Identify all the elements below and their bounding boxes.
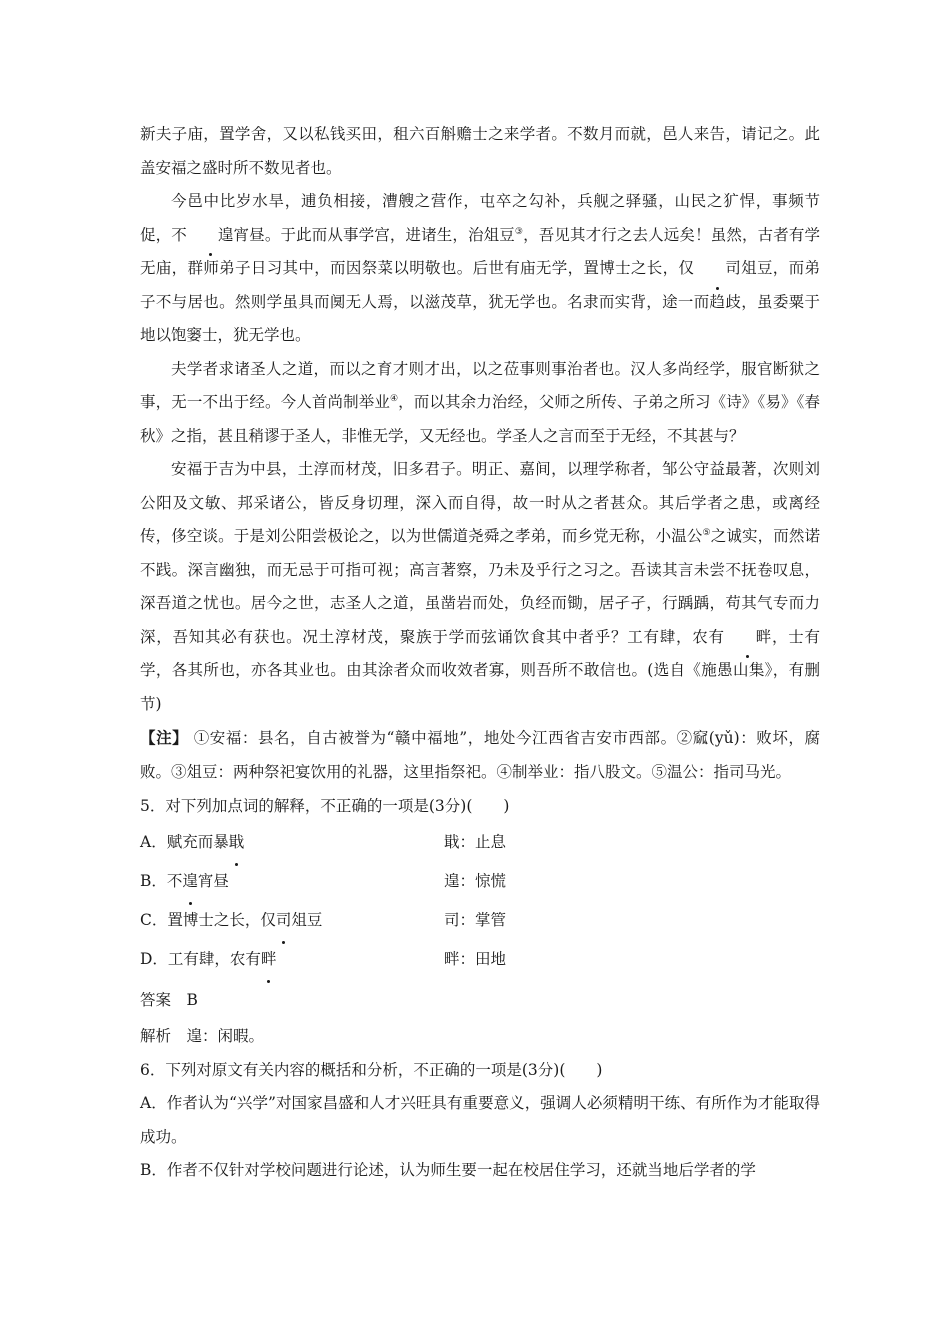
footnote-marker: ④ [389, 394, 399, 404]
option-gloss: 畔：田地 [444, 950, 507, 968]
question-5-option-d: D．工有肆，农有畔 畔：田地 [140, 940, 820, 979]
note-label: 【注】 [140, 728, 189, 747]
question-5-analysis: 解析 遑：闲暇。 [140, 1027, 265, 1045]
note-text: ①安福：县名，自古被誉为“赣中福地”，地处今江西省吉安市西部。②窳(yǔ)：败坏，腐败。③俎豆：两种祭祀宴饮用的礼器，这里指祭祀。④制举业：指八股文。⑤温公：指司马光。 [140, 729, 820, 781]
option-gloss: 司：掌管 [444, 911, 507, 929]
question-5-answer: 答案 B [140, 991, 198, 1009]
dotted-char: 司 [694, 252, 741, 286]
option-gloss: 遑：惊慌 [444, 872, 507, 890]
passage-paragraph: 安福于吉为中县，土淳而材茂，旧多君子。明正、嘉间，以理学称者，邹公守益最著，次则刘公阳及文敏、邦采诸公，皆反身切理，深入而自得，故一时从之者甚众。其后学者之患，或离经传，侈空谈。于是刘公阳尝极论之，以为世儒道尧舜之孝弟，而乡党无称，小温公⑤之诚实，而然诺不践。深言幽独，而无忌于可指可视；高言著察，乃未及乎行之习之。吾读其言未尝不抚卷叹息，深吾道之忧也。居今之世，志圣人之道，虽凿岩而处，负经而锄，居孑孑，行踽踽，苟其气专而力深，吾知其必有获也。况土淳材茂，聚族于学而弦诵饮食其中者乎？工有肆，农有 畔，士有学，各其所也，亦各其业也。由其涂者众而收效者寡，则吾所不敢信也。(选自《施愚山集》，有删节) [140, 460, 820, 713]
question-5-option-a: A．赋充而暴戢 戢：止息 [140, 823, 820, 862]
question-6-option-a: A．作者认为“兴学”对国家昌盛和人才兴旺具有重要意义，强调人必须精明干练、有所作为才能取得成功。 [140, 1094, 820, 1146]
passage-paragraph: 今邑中比岁水旱，逋负相接，漕艘之营作，屯卒之勾补，兵舰之驿骚，山民之犷悍，事频节促，不 遑宵昼。于此而从事学宫，进诸生，治俎豆③，吾见其才行之去人远矣！虽然，古者有学无庙，群师弟子日习其中，而因祭菜以明敬也。后世有庙无学，置博士之长，仅 司俎豆，而弟子不与居也。然则学虽具而阒无人焉，以滋茂草，犹无学也。名隶而实背，途一而趋歧，虽委粟于地以饱窭士，犹无学也。 [140, 192, 820, 344]
question-6-stem: 6．下列对原文有关内容的概括和分析，不正确的一项是(3分)( ) [140, 1061, 603, 1079]
footnote-marker: ⑤ [702, 528, 711, 538]
option-gloss: 戢：止息 [444, 833, 507, 851]
dotted-char: 畔 [725, 621, 772, 655]
footnote-marker: ③ [514, 226, 524, 237]
passage-paragraph: 新夫子庙，置学舍，又以私钱买田，租六百斛赡士之来学者。不数月而就，邑人来告，请记之。此盖安福之盛时所不数见者也。 [140, 125, 820, 177]
document-content [140, 118, 820, 1188]
dotted-char: 司 [276, 901, 292, 940]
question-5-option-b: B．不遑宵昼 遑：惊慌 [140, 862, 820, 901]
question-5-stem: 5．对下列加点词的解释，不正确的一项是(3分)( ) [140, 797, 510, 815]
passage-paragraph: 夫学者求诸圣人之道，而以之育才则才出，以之莅事则事治者也。汉人多尚经学，服官断狱之事，无一不出于经。今人首尚制举业④，而以其余力治经，父师之所传、子弟之所习《诗》《易》《春秋》之指，甚且稍谬于圣人，非惟无学，又无经也。学圣人之言而至于无经，不其甚与？ [140, 359, 820, 445]
question-5-option-c: C．置博士之长，仅司俎豆 司：掌管 [140, 901, 820, 940]
footnote [140, 721, 820, 789]
dotted-char: 畔 [261, 940, 277, 979]
dotted-char: 戢 [229, 823, 245, 862]
question-6-option-b: B．作者不仅针对学校问题进行论述，认为师生要一起在校居住学习，还就当地后学者的学 [140, 1161, 756, 1179]
dotted-char: 遑 [187, 219, 234, 253]
dotted-char: 遑 [182, 862, 198, 901]
